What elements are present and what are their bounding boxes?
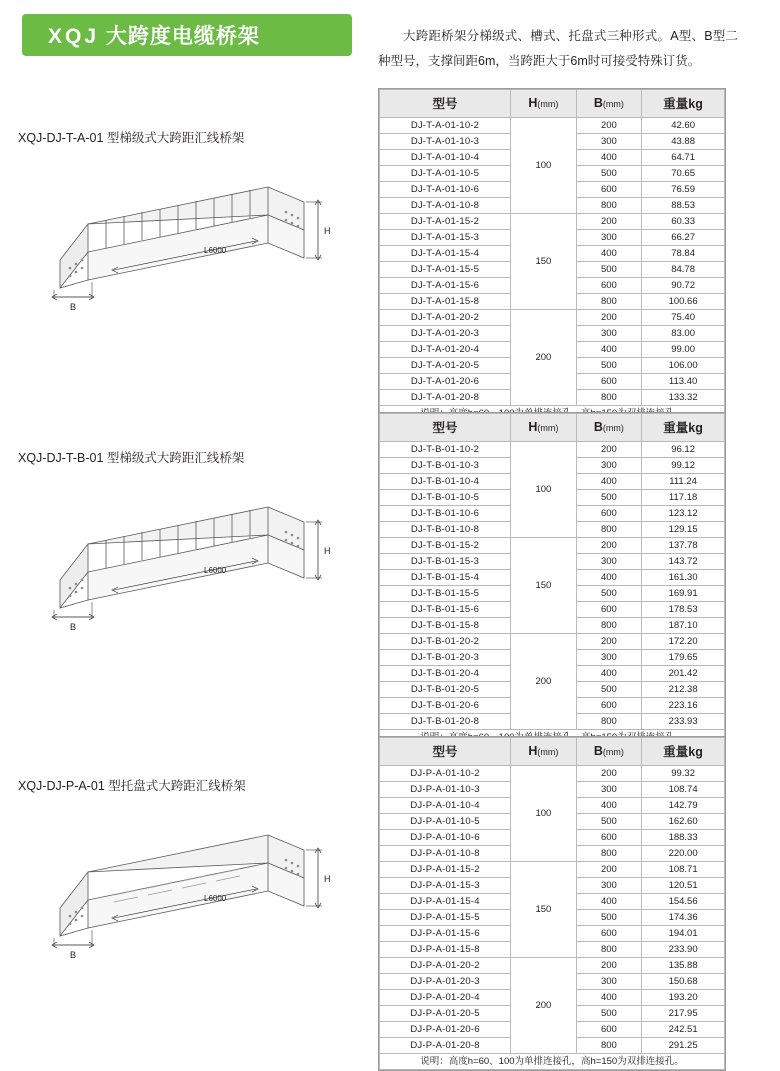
page-title [22, 20, 260, 50]
table-row: DJ-P-A-01-15-3 300 120.51 [380, 878, 725, 894]
table-row: DJ-T-A-01-20-3 300 83.00 [380, 326, 725, 342]
drawing-label-b: B [70, 302, 77, 312]
spec-table-body-3 [380, 766, 725, 1070]
table-row: DJ-T-A-01-15-2 150 200 60.33 [380, 214, 725, 230]
table-row: DJ-T-A-01-10-2 100 200 42.60 [380, 118, 725, 134]
col-model: 型号 [380, 738, 511, 766]
table-row: DJ-T-B-01-15-8 800 187.10 [380, 618, 725, 634]
table-row: DJ-T-A-01-15-6 600 90.72 [380, 278, 725, 294]
table-note-row [380, 1054, 725, 1070]
spec-table-body-1 [380, 118, 725, 422]
table-row: DJ-T-B-01-15-5 500 169.91 [380, 586, 725, 602]
product-caption-3: XQJ-DJ-P-A-01 型托盘式大跨距汇线桥架 [18, 779, 246, 793]
col-model: 型号 [380, 414, 511, 442]
table-header-row [380, 738, 725, 766]
table-row: DJ-T-B-01-10-2 100 200 96.12 [380, 442, 725, 458]
table-row: DJ-T-A-01-15-4 400 78.84 [380, 246, 725, 262]
page-title-cn: 大跨度电缆桥架 [105, 25, 260, 48]
col-weight: 重量kg [642, 414, 725, 442]
col-model: 型号 [380, 90, 511, 118]
table-row: DJ-P-A-01-10-4 400 142.79 [380, 798, 725, 814]
table-row: DJ-P-A-01-15-8 800 233.90 [380, 942, 725, 958]
page-title-latin: XQJ [48, 25, 100, 48]
spec-table-block-1 [378, 88, 726, 423]
table-header-row [380, 90, 725, 118]
col-weight: 重量kg [642, 90, 725, 118]
table-row: DJ-T-A-01-20-5 500 106.00 [380, 358, 725, 374]
table-row: DJ-P-A-01-10-8 800 220.00 [380, 846, 725, 862]
table-row: DJ-T-B-01-10-5 500 117.18 [380, 490, 725, 506]
intro-text: 大跨距桥架分梯级式、槽式、托盘式三种形式。A型、B型二种型号，支撑间距6m，当跨距大于6m时可接受特殊订货。 [378, 29, 738, 68]
drawing-label-b: B [70, 622, 77, 632]
drawing-label-length: L6000 [204, 246, 227, 255]
table-row: DJ-P-A-01-15-6 600 194.01 [380, 926, 725, 942]
spec-table-body-2 [380, 442, 725, 746]
table-row: DJ-T-A-01-10-4 400 64.71 [380, 150, 725, 166]
col-h: H(mm) [511, 738, 577, 766]
product-drawing-tray-a [18, 800, 368, 975]
table-row: DJ-T-B-01-20-8 800 233.93 [380, 714, 725, 730]
intro-paragraph [378, 24, 738, 74]
product-caption-2: XQJ-DJ-T-B-01 型梯级式大跨距汇线桥架 [18, 451, 245, 465]
table-row: DJ-T-B-01-10-4 400 111.24 [380, 474, 725, 490]
product-drawing-ladder-a [18, 152, 368, 327]
table-row: DJ-T-B-01-15-3 300 143.72 [380, 554, 725, 570]
drawing-label-b: B [70, 950, 77, 960]
table-row: DJ-T-A-01-10-3 300 43.88 [380, 134, 725, 150]
drawing-label-h: H [324, 226, 331, 236]
col-weight: 重量kg [642, 738, 725, 766]
drawing-label-length: L6000 [204, 894, 227, 903]
table-row: DJ-P-A-01-10-6 600 188.33 [380, 830, 725, 846]
table-row: DJ-P-A-01-10-3 300 108.74 [380, 782, 725, 798]
spec-table-2 [379, 413, 725, 746]
product-block-2 [18, 448, 368, 647]
spec-table-1 [379, 89, 725, 422]
table-row: DJ-T-A-01-15-5 500 84.78 [380, 262, 725, 278]
spec-table-block-2 [378, 412, 726, 747]
product-drawing-ladder-b [18, 472, 368, 647]
product-block-1 [18, 128, 368, 327]
product-caption-1: XQJ-DJ-T-A-01 型梯级式大跨距汇线桥架 [18, 131, 245, 145]
drawing-label-h: H [324, 546, 331, 556]
col-b: B(mm) [576, 90, 642, 118]
table-row: DJ-P-A-01-20-6 600 242.51 [380, 1022, 725, 1038]
col-h: H(mm) [511, 90, 577, 118]
table-row: DJ-P-A-01-20-5 500 217.95 [380, 1006, 725, 1022]
table-row: DJ-T-A-01-20-4 400 99.00 [380, 342, 725, 358]
table-row: DJ-T-B-01-20-6 600 223.16 [380, 698, 725, 714]
table-row: DJ-T-A-01-10-5 500 70.65 [380, 166, 725, 182]
table-row: DJ-T-A-01-20-6 600 113.40 [380, 374, 725, 390]
drawing-label-h: H [324, 874, 331, 884]
table-row: DJ-T-B-01-20-3 300 179.65 [380, 650, 725, 666]
table-row: DJ-P-A-01-20-2 200 200 135.88 [380, 958, 725, 974]
table-row: DJ-T-B-01-15-4 400 161.30 [380, 570, 725, 586]
table-row: DJ-P-A-01-15-4 400 154.56 [380, 894, 725, 910]
table-row: DJ-T-B-01-20-4 400 201.42 [380, 666, 725, 682]
col-b: B(mm) [576, 414, 642, 442]
spec-table-block-3 [378, 736, 726, 1071]
table-row: DJ-T-A-01-10-8 800 88.53 [380, 198, 725, 214]
table-row: DJ-T-A-01-15-8 800 100.66 [380, 294, 725, 310]
table-row: DJ-T-B-01-10-8 800 129.15 [380, 522, 725, 538]
table-row: DJ-P-A-01-15-2 150 200 108.71 [380, 862, 725, 878]
table-row: DJ-P-A-01-10-5 500 162.60 [380, 814, 725, 830]
product-block-3 [18, 776, 368, 975]
table-row: DJ-P-A-01-20-4 400 193.20 [380, 990, 725, 1006]
table-row: DJ-T-A-01-15-3 300 66.27 [380, 230, 725, 246]
table-row: DJ-P-A-01-10-2 100 200 99.32 [380, 766, 725, 782]
table-row: DJ-P-A-01-20-8 800 291.25 [380, 1038, 725, 1054]
table-row: DJ-T-B-01-15-2 150 200 137.78 [380, 538, 725, 554]
table-row: DJ-T-A-01-10-6 600 76.59 [380, 182, 725, 198]
table-note: 说明：高度h=60、100为单排连接孔，高h=150为双排连接孔。 [380, 1054, 725, 1070]
table-header-row [380, 414, 725, 442]
table-row: DJ-T-B-01-10-3 300 99.12 [380, 458, 725, 474]
table-row: DJ-T-A-01-20-8 800 133.32 [380, 390, 725, 406]
table-row: DJ-T-B-01-20-5 500 212.38 [380, 682, 725, 698]
page-header-banner [22, 14, 352, 56]
col-b: B(mm) [576, 738, 642, 766]
table-row: DJ-P-A-01-20-3 300 150.68 [380, 974, 725, 990]
table-row: DJ-T-B-01-20-2 200 200 172.20 [380, 634, 725, 650]
table-row: DJ-P-A-01-15-5 500 174.36 [380, 910, 725, 926]
col-h: H(mm) [511, 414, 577, 442]
table-row: DJ-T-A-01-20-2 200 200 75.40 [380, 310, 725, 326]
spec-table-3 [379, 737, 725, 1070]
table-row: DJ-T-B-01-15-6 600 178.53 [380, 602, 725, 618]
table-row: DJ-T-B-01-10-6 600 123.12 [380, 506, 725, 522]
drawing-label-length: L6000 [204, 566, 227, 575]
